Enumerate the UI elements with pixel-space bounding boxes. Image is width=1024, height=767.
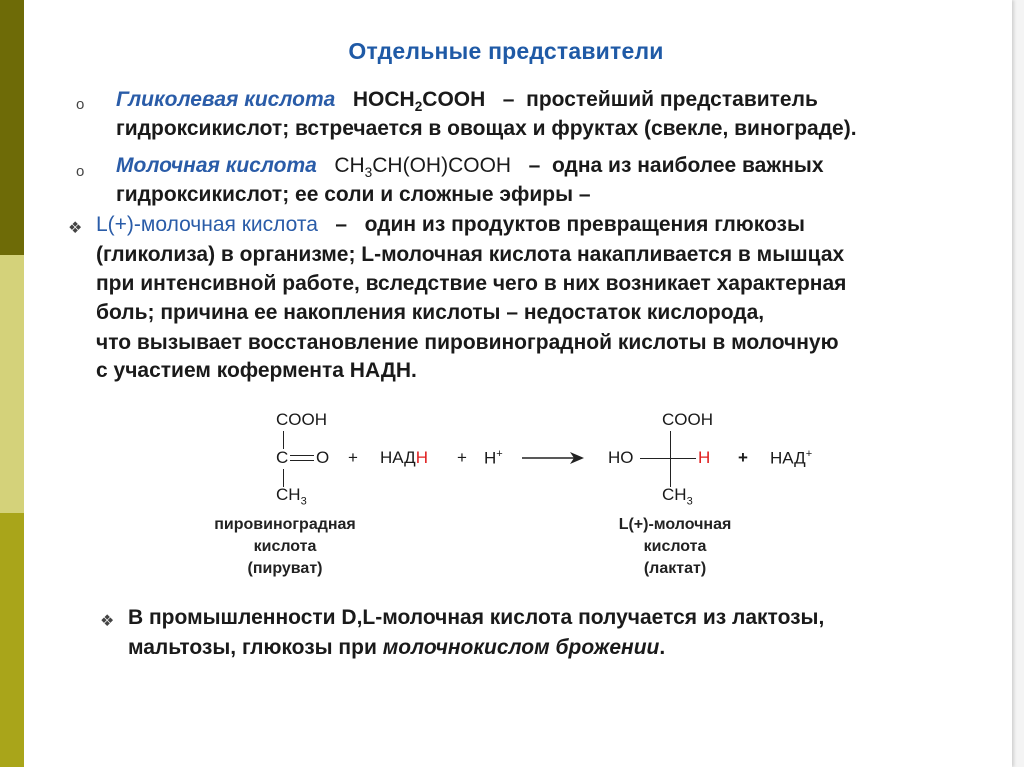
lactate-caption: L(+)-молочная кислота (лактат) — [618, 516, 732, 577]
item1-line2: гидроксикислот; встречается в овощах и фруктах (свекле, винограде). — [116, 117, 857, 140]
item1-line1 — [116, 88, 818, 114]
item3-line3: при интенсивной работе, вследствие чего в них возникает характерная — [96, 272, 847, 295]
plus-sign: + — [738, 448, 748, 467]
item3-line2: (гликолиза) в организме; L-молочная кислота накапливается в мышцах — [96, 243, 845, 266]
slide-title: Отдельные представители — [348, 38, 664, 64]
double-bond-top — [290, 455, 314, 456]
item2-line1 — [116, 154, 824, 180]
item3-line5: что вызывает восстановление пировиноградной кислоты в молочную — [96, 331, 839, 354]
item3-text: один из продуктов превращения глюкозы — [364, 213, 805, 236]
diamond-bullet-icon: ❖ — [100, 613, 115, 630]
pyruvate-cooh: COOH — [276, 410, 327, 429]
side-bar-middle — [0, 255, 24, 513]
glycolic-formula: $HOCH_2COOH$ — [352, 88, 486, 115]
nad-plus: НАД+ — [770, 448, 813, 468]
circle-bullet-icon: o — [76, 96, 85, 113]
fischer-horizontal-bond — [640, 458, 696, 459]
item4-line1: В промышленности D,L-молочная кислота получается из лактозы, — [128, 606, 825, 629]
diamond-bullet-icon: ❖ — [68, 220, 83, 237]
double-bond-bottom — [290, 460, 314, 461]
fischer-vertical-bond — [670, 431, 671, 487]
glycolic-acid-name: Гликолевая кислота — [116, 88, 336, 111]
item2-text: одна из наиболее важных — [551, 154, 824, 177]
plus-sign: + — [348, 448, 358, 467]
reaction-arrow-icon — [522, 448, 586, 468]
circle-bullet-icon: o — [76, 163, 85, 180]
dash: – — [502, 88, 515, 111]
item1-text: простейший представитель — [526, 88, 818, 111]
lactic-formula: $CH_3CH(OH)COOH$ — [334, 154, 512, 181]
lactic-acid-name: Молочная кислота — [116, 154, 317, 177]
side-bar-bottom — [0, 513, 24, 767]
lactate-ho: HO — [608, 448, 634, 467]
item3-line1 — [96, 213, 805, 237]
bond-vertical — [283, 431, 284, 449]
item3-line6: с участием кофермента НАДН. — [96, 359, 417, 382]
l-lactic-acid-name: L(+)-молочная кислота — [96, 213, 318, 236]
lactate-h: H — [698, 448, 711, 467]
item4-line2: мальтозы, глюкозы при молочнокислом брожении. — [128, 636, 666, 659]
item3-line4: боль; причина ее накопления кислоты – недостаток кислорода, — [96, 301, 765, 324]
nadh: НАДН — [380, 448, 428, 467]
dash: – — [528, 154, 541, 177]
pyruvate-caption: пировиноградная кислота (пируват) — [214, 516, 356, 577]
dash: – — [335, 213, 348, 236]
proton: H+ — [484, 448, 503, 468]
lactate-cooh: COOH — [662, 410, 713, 429]
pyruvate-ch3: $CH_3$ — [276, 485, 307, 508]
pyruvate-carbon: C — [276, 448, 289, 467]
lactate-ch3: $CH_3$ — [662, 485, 693, 508]
pyruvate-oxygen: O — [316, 448, 330, 467]
item2-line2: гидроксикислот; ее соли и сложные эфиры – — [116, 183, 591, 206]
plus-sign: + — [457, 448, 467, 467]
